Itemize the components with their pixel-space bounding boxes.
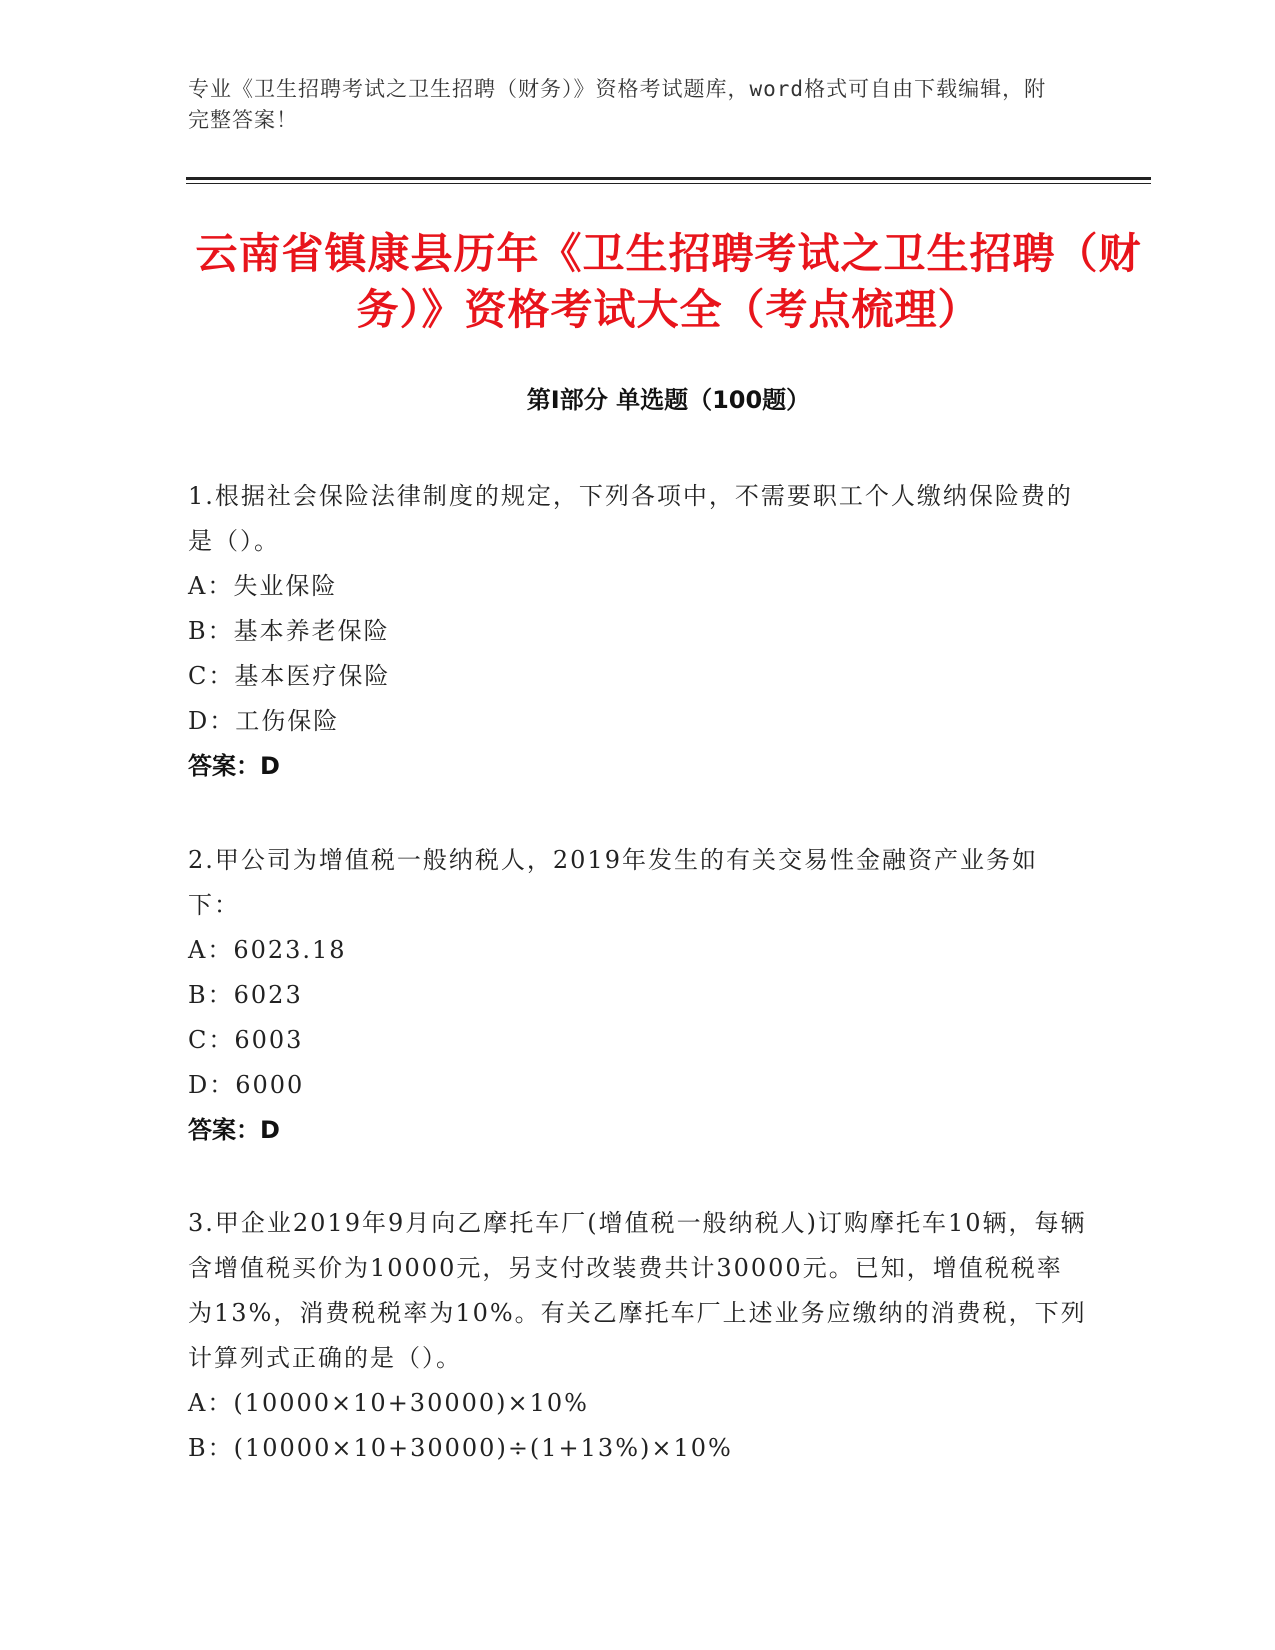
option-c: C：6003 [188, 1026, 304, 1054]
option-a: A：6023.18 [188, 936, 347, 964]
option-a: A：(10000×10+30000)×10% [188, 1389, 589, 1417]
option-b: B：基本养老保险 [188, 617, 390, 645]
answer: 答案：D [188, 1116, 280, 1144]
option-b: B：6023 [188, 981, 303, 1009]
question-2 [188, 838, 1088, 1153]
section-title: 第I部分 单选题（100题） [526, 386, 811, 414]
question-3 [188, 1201, 1088, 1471]
question-stem: 2.甲公司为增值税一般纳税人，2019年发生的有关交易性金融资产业务如下： [188, 846, 1038, 919]
option-c: C：基本医疗保险 [188, 662, 391, 690]
option-d: D：6000 [188, 1071, 305, 1099]
header-rule-thin [186, 183, 1151, 184]
option-a: A：失业保险 [188, 572, 338, 600]
question-stem: 1.根据社会保险法律制度的规定，下列各项中，不需要职工个人缴纳保险费的是（）。 [188, 482, 1073, 555]
document-title: 云南省镇康县历年《卫生招聘考试之卫生招聘（财务）》资格考试大全（考点梳理） [195, 229, 1142, 334]
answer: 答案：D [188, 752, 280, 780]
option-d: D：工伤保险 [188, 707, 340, 735]
header-note: 专业《卫生招聘考试之卫生招聘（财务）》资格考试题库，word格式可自由下载编辑，附完整答案！ [188, 77, 1047, 132]
option-b: B：(10000×10+30000)÷(1+13%)×10% [188, 1434, 733, 1462]
question-stem: 3.甲企业2019年9月向乙摩托车厂(增值税一般纳税人)订购摩托车10辆，每辆含增值税买价为10000元，另支付改装费共计30000元。已知，增值税税率为13%，消费税税率为10%。有关乙摩托车厂上述业务应缴纳的消费税，下列计算列式正确的是（）。 [188, 1209, 1087, 1372]
header-rule-thick [186, 177, 1151, 180]
question-1 [188, 474, 1088, 789]
